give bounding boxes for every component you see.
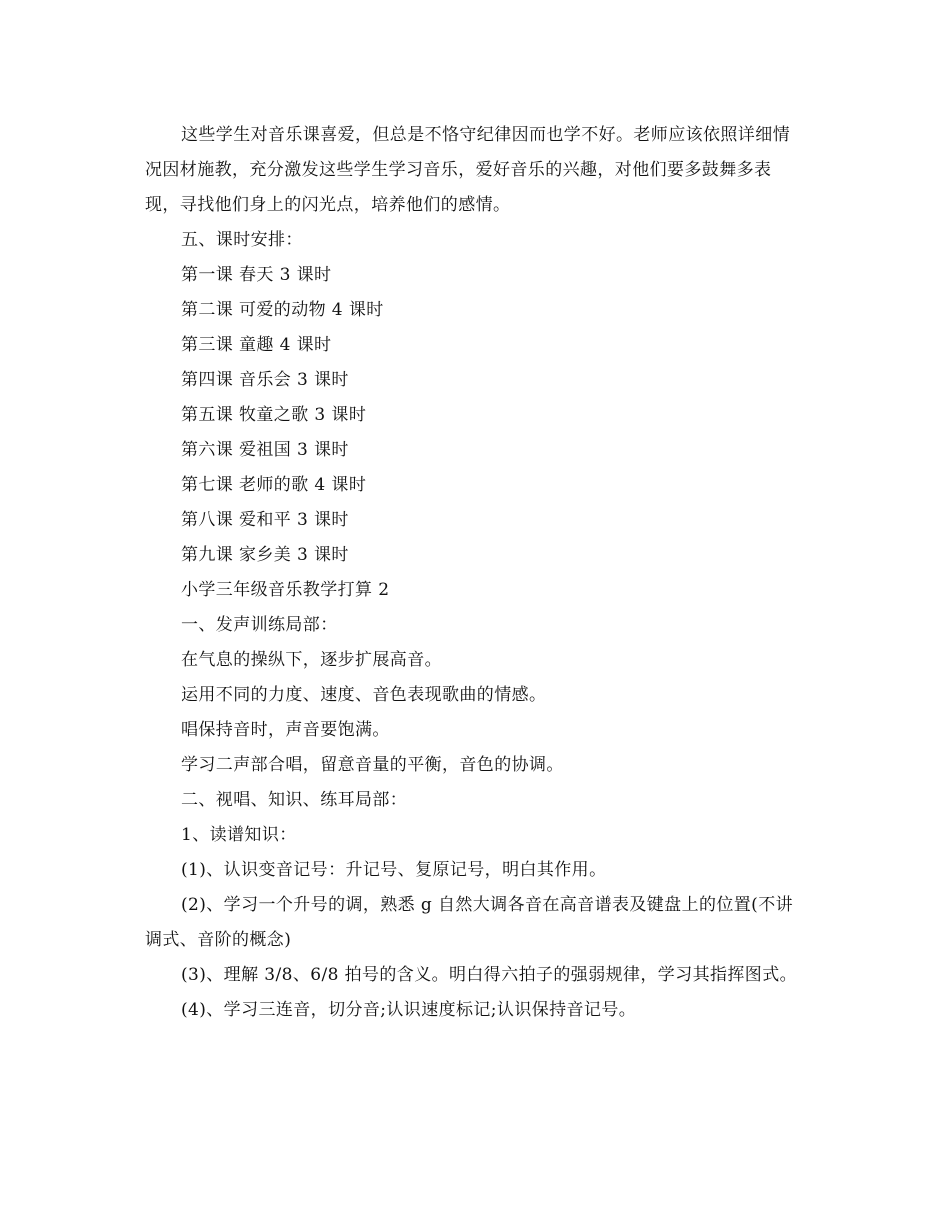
document-body: [145, 118, 805, 1028]
section-heading-schedule: 五、课时安排：: [181, 230, 303, 250]
subsection-heading-notation: 1、读谱知识：: [181, 825, 297, 845]
document-subtitle: 小学三年级音乐教学打算 2: [181, 580, 390, 600]
notation-item: (1)、认识变音记号：升记号、复原记号，明白其作用。: [181, 860, 607, 880]
vocal-item: 运用不同的力度、速度、音色表现歌曲的情感。: [181, 685, 547, 705]
section-heading-vocal: 一、发声训练局部：: [181, 615, 338, 635]
notation-item: (4)、学习三连音，切分音;认识速度标记;认识保持音记号。: [181, 1000, 637, 1020]
lesson-item: 第四课 音乐会 3 课时: [181, 370, 349, 390]
lesson-item: 第五课 牧童之歌 3 课时: [181, 405, 367, 425]
notation-item: (2)、学习一个升号的调，熟悉 g 自然大调各音在高音谱表及键盘上的位置(不讲调式、音阶的概念): [145, 895, 794, 950]
lesson-item: 第九课 家乡美 3 课时: [181, 545, 349, 565]
vocal-item: 在气息的操纵下，逐步扩展高音。: [181, 650, 442, 670]
lesson-item: 第八课 爱和平 3 课时: [181, 510, 349, 530]
vocal-item: 唱保持音时，声音要饱满。: [181, 720, 390, 740]
paragraph-student-guidance: 这些学生对音乐课喜爱，但总是不恪守纪律因而也学不好。老师应该依照详细情况因材施教，充分激发这些学生学习音乐，爱好音乐的兴趣，对他们要多鼓舞多表现，寻找他们身上的闪光点，培养他们的感情。: [145, 125, 790, 215]
lesson-item: 第二课 可爱的动物 4 课时: [181, 300, 384, 320]
lesson-item: 第三课 童趣 4 课时: [181, 335, 332, 355]
section-heading-sight-singing: 二、视唱、知识、练耳局部：: [181, 790, 408, 810]
lesson-item: 第七课 老师的歌 4 课时: [181, 475, 367, 495]
notation-item: (3)、理解 3/8、6/8 拍号的含义。明白得六拍子的强弱规律，学习其指挥图式。: [181, 965, 798, 985]
lesson-item: 第六课 爱祖国 3 课时: [181, 440, 349, 460]
vocal-item: 学习二声部合唱，留意音量的平衡，音色的协调。: [181, 755, 564, 775]
lesson-item: 第一课 春天 3 课时: [181, 265, 332, 285]
